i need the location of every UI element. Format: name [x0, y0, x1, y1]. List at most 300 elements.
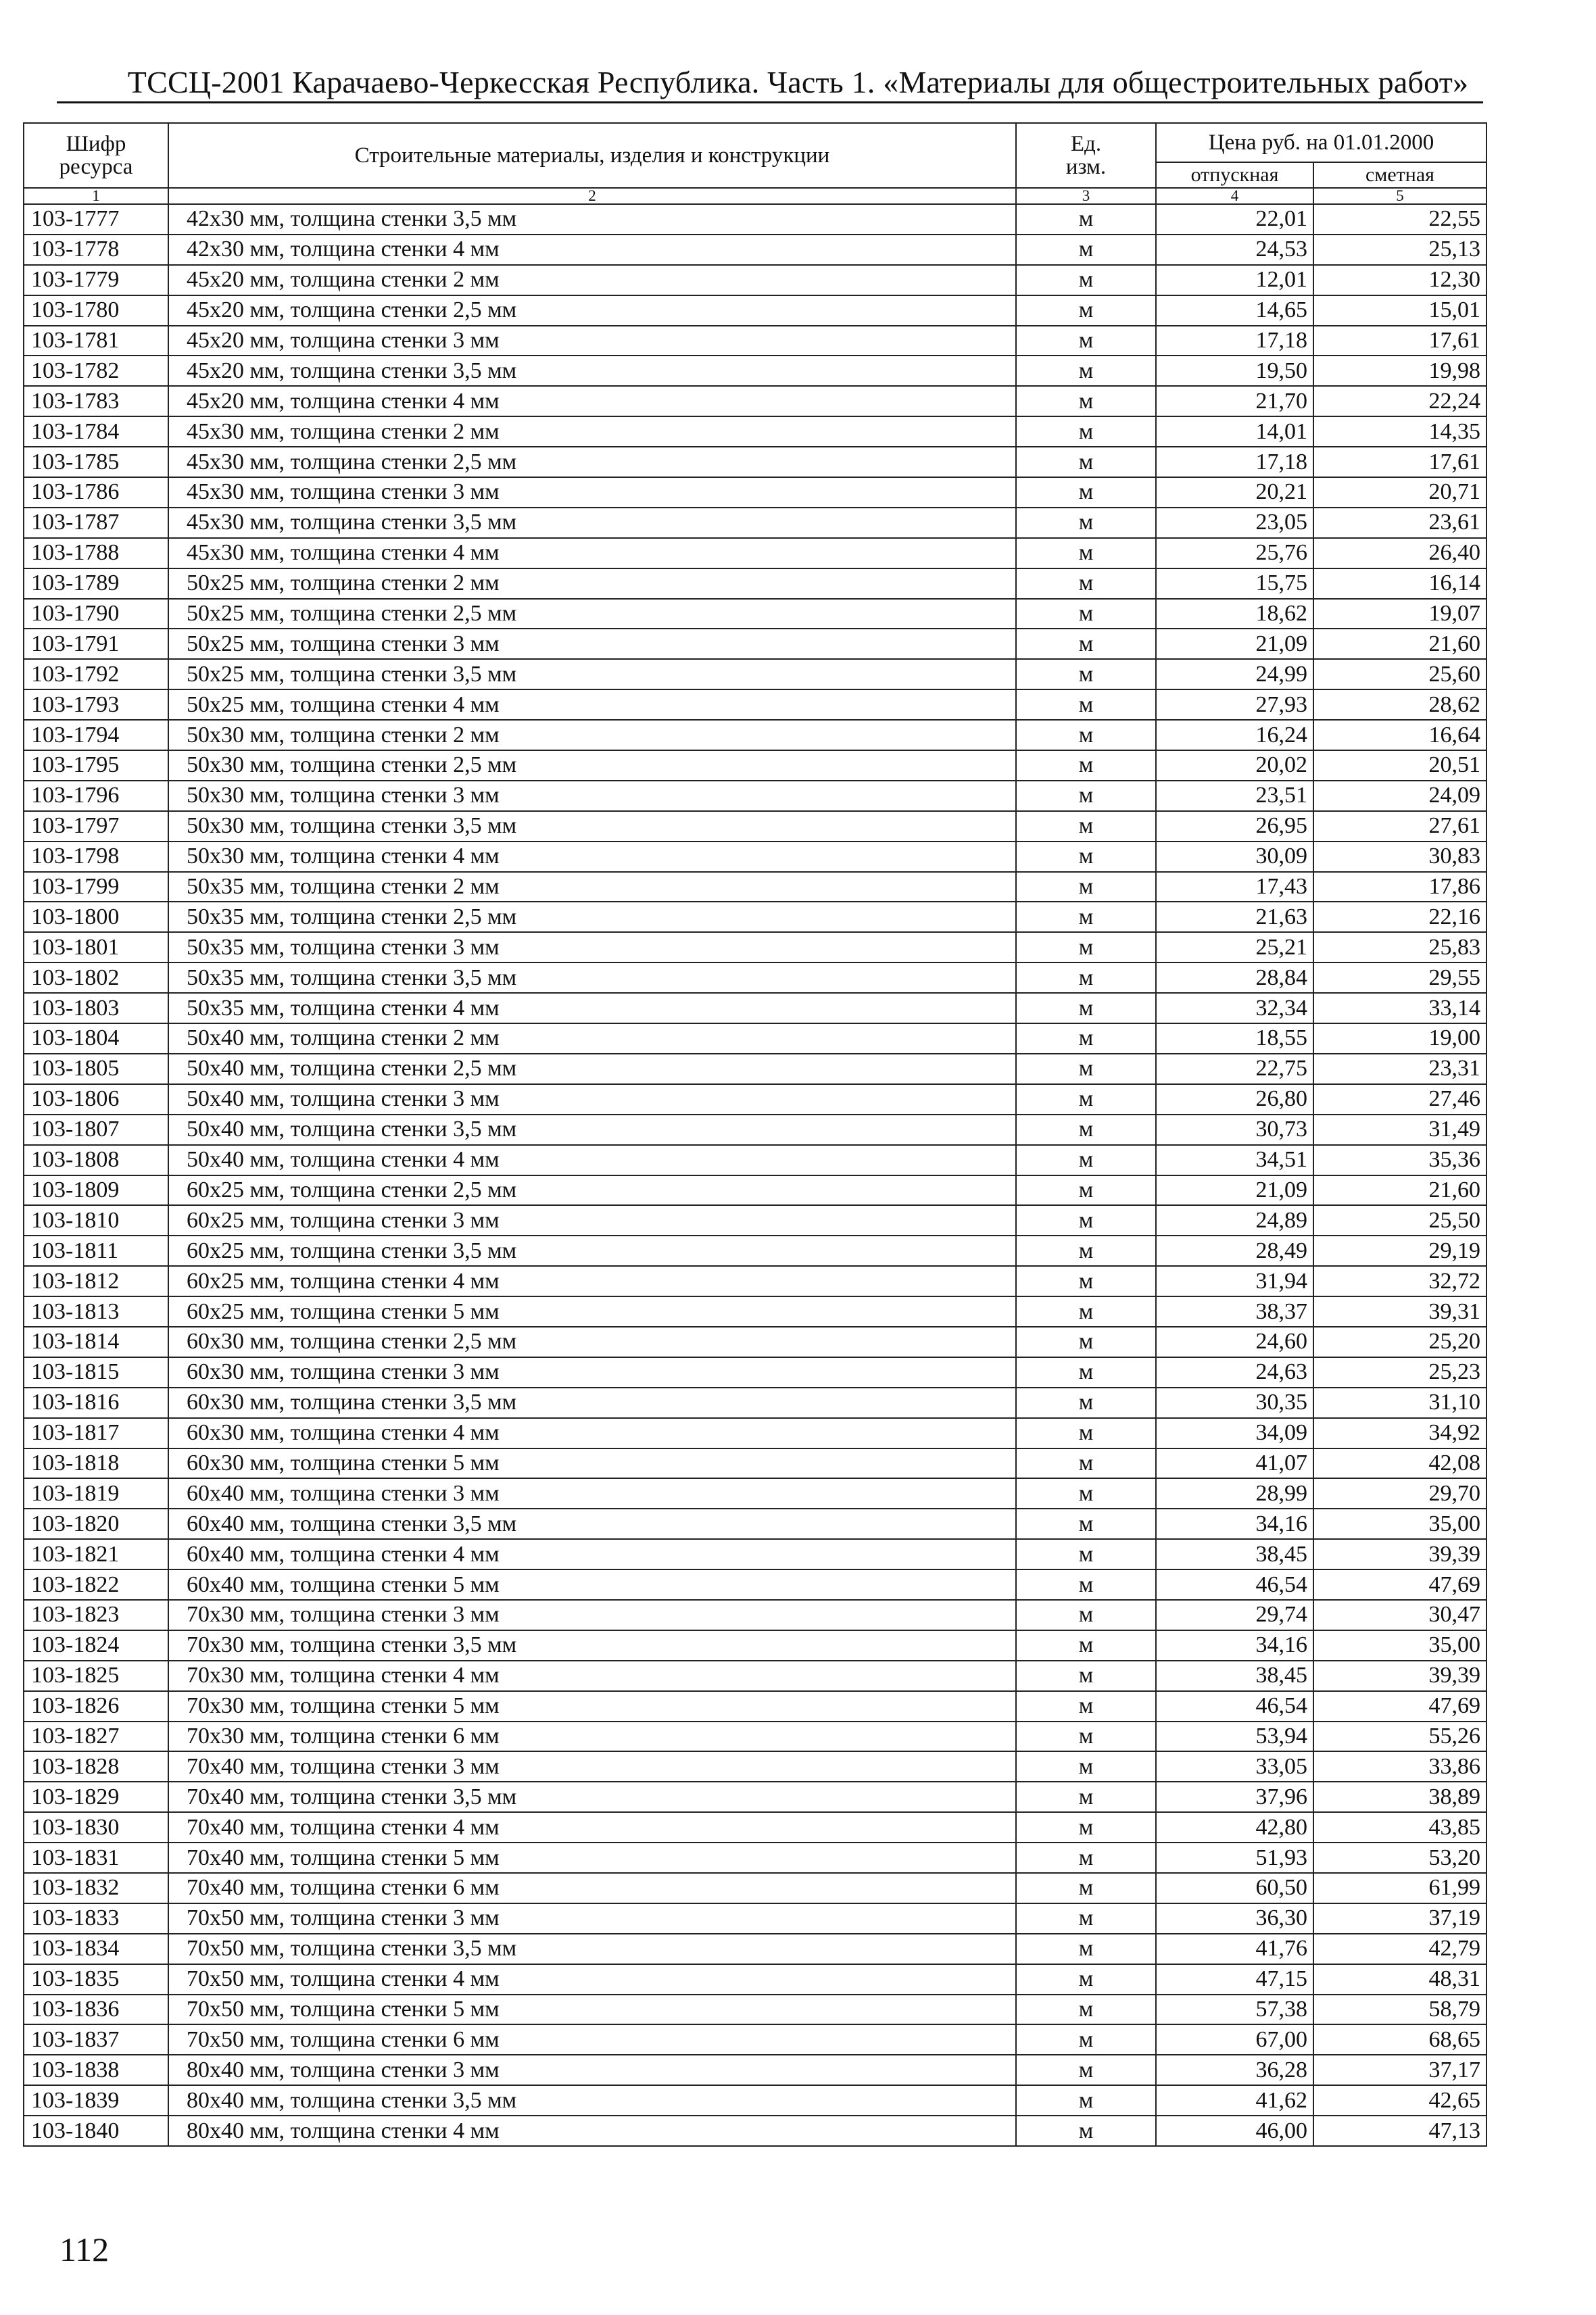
table-row [24, 1236, 1486, 1266]
cell-price-release: 20,21 [1156, 477, 1313, 508]
cell-price-release: 38,45 [1156, 1661, 1313, 1691]
column-number-2: 2 [168, 188, 1016, 204]
cell-price-release: 20,02 [1156, 750, 1313, 781]
cell-price-estimate: 30,83 [1313, 842, 1486, 872]
cell-code: 103-1839 [24, 2085, 168, 2116]
cell-unit: м [1016, 1509, 1156, 1539]
cell-code: 103-1801 [24, 932, 168, 962]
cell-price-estimate: 33,86 [1313, 1751, 1486, 1782]
table-row [24, 962, 1486, 993]
cell-code: 103-1802 [24, 962, 168, 993]
cell-unit: м [1016, 1296, 1156, 1327]
cell-price-estimate: 47,13 [1313, 2116, 1486, 2146]
cell-price-estimate: 35,36 [1313, 1145, 1486, 1175]
cell-description: 60х25 мм, толщина стенки 5 мм [168, 1296, 1016, 1327]
cell-price-release: 25,76 [1156, 538, 1313, 568]
cell-code: 103-1808 [24, 1145, 168, 1175]
header-code [24, 123, 168, 188]
table-row [24, 2116, 1486, 2146]
cell-price-release: 17,18 [1156, 447, 1313, 477]
cell-price-estimate: 34,92 [1313, 1418, 1486, 1448]
cell-price-estimate: 20,71 [1313, 477, 1486, 508]
table-row [24, 1539, 1486, 1569]
cell-description: 70х50 мм, толщина стенки 4 мм [168, 1964, 1016, 1995]
cell-unit: м [1016, 1054, 1156, 1084]
cell-description: 50х25 мм, толщина стенки 2 мм [168, 568, 1016, 599]
cell-unit: м [1016, 1448, 1156, 1479]
header-description: Строительные материалы, изделия и конструкции [168, 123, 1016, 188]
cell-code: 103-1816 [24, 1388, 168, 1418]
cell-code: 103-1829 [24, 1782, 168, 1812]
cell-unit: м [1016, 1600, 1156, 1630]
cell-price-estimate: 22,16 [1313, 902, 1486, 932]
cell-description: 50х40 мм, толщина стенки 3 мм [168, 1084, 1016, 1115]
cell-code: 103-1780 [24, 295, 168, 326]
table-row [24, 1843, 1486, 1873]
table-row [24, 993, 1486, 1023]
cell-unit: м [1016, 538, 1156, 568]
cell-price-release: 46,54 [1156, 1691, 1313, 1722]
cell-price-estimate: 29,55 [1313, 962, 1486, 993]
cell-description: 50х35 мм, толщина стенки 2 мм [168, 872, 1016, 902]
table-row [24, 1600, 1486, 1630]
cell-unit: м [1016, 356, 1156, 386]
cell-price-release: 16,24 [1156, 720, 1313, 750]
cell-unit: м [1016, 872, 1156, 902]
cell-description: 70х30 мм, толщина стенки 3 мм [168, 1600, 1016, 1630]
cell-unit: м [1016, 1691, 1156, 1722]
cell-unit: м [1016, 720, 1156, 750]
cell-description: 50х35 мм, толщина стенки 2,5 мм [168, 902, 1016, 932]
table-row [24, 1084, 1486, 1115]
cell-price-release: 27,93 [1156, 689, 1313, 720]
cell-description: 42х30 мм, толщина стенки 3,5 мм [168, 204, 1016, 235]
table-row [24, 1782, 1486, 1812]
cell-price-estimate: 25,20 [1313, 1327, 1486, 1357]
cell-code: 103-1778 [24, 235, 168, 265]
cell-price-estimate: 32,72 [1313, 1266, 1486, 1296]
cell-description: 42х30 мм, толщина стенки 4 мм [168, 235, 1016, 265]
table-row [24, 508, 1486, 538]
cell-description: 45х20 мм, толщина стенки 4 мм [168, 386, 1016, 416]
cell-price-release: 24,89 [1156, 1205, 1313, 1236]
cell-code: 103-1824 [24, 1630, 168, 1661]
cell-price-estimate: 42,79 [1313, 1934, 1486, 1964]
cell-price-release: 32,34 [1156, 993, 1313, 1023]
cell-price-release: 24,99 [1156, 659, 1313, 689]
cell-unit: м [1016, 1266, 1156, 1296]
cell-description: 50х25 мм, толщина стенки 2,5 мм [168, 599, 1016, 629]
cell-price-estimate: 17,86 [1313, 872, 1486, 902]
cell-price-estimate: 20,51 [1313, 750, 1486, 781]
cell-unit: м [1016, 932, 1156, 962]
table-row [24, 1812, 1486, 1843]
cell-code: 103-1838 [24, 2055, 168, 2085]
cell-code: 103-1811 [24, 1236, 168, 1266]
cell-price-estimate: 24,09 [1313, 781, 1486, 811]
cell-description: 45х30 мм, толщина стенки 2,5 мм [168, 447, 1016, 477]
cell-price-release: 53,94 [1156, 1722, 1313, 1752]
cell-price-estimate: 19,00 [1313, 1023, 1486, 1054]
table-row [24, 1054, 1486, 1084]
cell-price-estimate: 68,65 [1313, 2024, 1486, 2055]
cell-unit: м [1016, 386, 1156, 416]
cell-description: 50х25 мм, толщина стенки 3 мм [168, 629, 1016, 659]
cell-description: 60х25 мм, толщина стенки 2,5 мм [168, 1175, 1016, 1206]
header-unit-line1: Ед. [1070, 132, 1102, 156]
header-code-line1: Шифр [66, 132, 126, 156]
cell-code: 103-1821 [24, 1539, 168, 1569]
table-row [24, 295, 1486, 326]
header-unit [1016, 123, 1156, 188]
cell-code: 103-1787 [24, 508, 168, 538]
table-row [24, 1661, 1486, 1691]
cell-description: 45х20 мм, толщина стенки 3 мм [168, 326, 1016, 356]
cell-description: 45х30 мм, толщина стенки 3 мм [168, 477, 1016, 508]
cell-unit: м [1016, 1843, 1156, 1873]
cell-code: 103-1784 [24, 416, 168, 447]
cell-unit: м [1016, 1388, 1156, 1418]
cell-price-estimate: 25,83 [1313, 932, 1486, 962]
cell-price-estimate: 27,61 [1313, 811, 1486, 842]
page-number: 112 [59, 2231, 110, 2268]
cell-code: 103-1797 [24, 811, 168, 842]
cell-unit: м [1016, 1964, 1156, 1995]
cell-description: 60х40 мм, толщина стенки 3,5 мм [168, 1509, 1016, 1539]
cell-description: 70х30 мм, толщина стенки 6 мм [168, 1722, 1016, 1752]
cell-unit: м [1016, 326, 1156, 356]
cell-description: 50х40 мм, толщина стенки 3,5 мм [168, 1115, 1016, 1145]
cell-price-estimate: 12,30 [1313, 265, 1486, 295]
table-row [24, 1630, 1486, 1661]
cell-price-release: 37,96 [1156, 1782, 1313, 1812]
cell-code: 103-1833 [24, 1903, 168, 1934]
cell-description: 70х30 мм, толщина стенки 3,5 мм [168, 1630, 1016, 1661]
cell-price-estimate: 55,26 [1313, 1722, 1486, 1752]
cell-unit: м [1016, 1661, 1156, 1691]
cell-unit: м [1016, 1722, 1156, 1752]
cell-price-estimate: 48,31 [1313, 1964, 1486, 1995]
cell-description: 70х50 мм, толщина стенки 6 мм [168, 2024, 1016, 2055]
cell-unit: м [1016, 659, 1156, 689]
cell-price-estimate: 30,47 [1313, 1600, 1486, 1630]
cell-code: 103-1831 [24, 1843, 168, 1873]
cell-price-release: 36,28 [1156, 2055, 1313, 2085]
table-row [24, 1388, 1486, 1418]
cell-price-estimate: 42,08 [1313, 1448, 1486, 1479]
cell-code: 103-1830 [24, 1812, 168, 1843]
cell-price-release: 41,76 [1156, 1934, 1313, 1964]
cell-unit: м [1016, 993, 1156, 1023]
cell-unit: м [1016, 1873, 1156, 1903]
cell-description: 80х40 мм, толщина стенки 3,5 мм [168, 2085, 1016, 2116]
cell-price-estimate: 17,61 [1313, 447, 1486, 477]
cell-unit: м [1016, 568, 1156, 599]
cell-unit: м [1016, 447, 1156, 477]
table-row [24, 1964, 1486, 1995]
cell-code: 103-1806 [24, 1084, 168, 1115]
cell-code: 103-1789 [24, 568, 168, 599]
cell-code: 103-1793 [24, 689, 168, 720]
cell-price-estimate: 19,07 [1313, 599, 1486, 629]
cell-price-release: 30,73 [1156, 1115, 1313, 1145]
cell-price-release: 21,09 [1156, 1175, 1313, 1206]
cell-code: 103-1795 [24, 750, 168, 781]
cell-description: 50х30 мм, толщина стенки 3,5 мм [168, 811, 1016, 842]
cell-description: 60х25 мм, толщина стенки 3,5 мм [168, 1236, 1016, 1266]
table-row [24, 538, 1486, 568]
cell-price-estimate: 47,69 [1313, 1569, 1486, 1600]
cell-price-estimate: 23,31 [1313, 1054, 1486, 1084]
cell-code: 103-1796 [24, 781, 168, 811]
cell-unit: м [1016, 2085, 1156, 2116]
cell-description: 45х20 мм, толщина стенки 2,5 мм [168, 295, 1016, 326]
table-row [24, 781, 1486, 811]
cell-description: 45х30 мм, толщина стенки 4 мм [168, 538, 1016, 568]
cell-price-estimate: 23,61 [1313, 508, 1486, 538]
cell-code: 103-1827 [24, 1722, 168, 1752]
cell-price-release: 41,62 [1156, 2085, 1313, 2116]
cell-unit: м [1016, 781, 1156, 811]
cell-description: 50х35 мм, толщина стенки 3 мм [168, 932, 1016, 962]
header-code-line2: ресурса [59, 155, 133, 179]
cell-description: 50х30 мм, толщина стенки 3 мм [168, 781, 1016, 811]
cell-price-estimate: 22,24 [1313, 386, 1486, 416]
cell-description: 70х50 мм, толщина стенки 3,5 мм [168, 1934, 1016, 1964]
table-row [24, 1903, 1486, 1934]
cell-description: 50х30 мм, толщина стенки 4 мм [168, 842, 1016, 872]
cell-description: 80х40 мм, толщина стенки 3 мм [168, 2055, 1016, 2085]
cell-description: 45х20 мм, толщина стенки 3,5 мм [168, 356, 1016, 386]
cell-description: 50х25 мм, толщина стенки 4 мм [168, 689, 1016, 720]
cell-price-estimate: 37,19 [1313, 1903, 1486, 1934]
cell-description: 60х30 мм, толщина стенки 4 мм [168, 1418, 1016, 1448]
table-row [24, 1448, 1486, 1479]
cell-price-estimate: 53,20 [1313, 1843, 1486, 1873]
cell-price-estimate: 27,46 [1313, 1084, 1486, 1115]
cell-unit: м [1016, 750, 1156, 781]
cell-code: 103-1835 [24, 1964, 168, 1995]
cell-description: 60х30 мм, толщина стенки 3,5 мм [168, 1388, 1016, 1418]
table-row [24, 2085, 1486, 2116]
cell-price-estimate: 29,19 [1313, 1236, 1486, 1266]
cell-code: 103-1817 [24, 1418, 168, 1448]
cell-price-estimate: 22,55 [1313, 204, 1486, 235]
column-number-3: 3 [1016, 188, 1156, 204]
cell-unit: м [1016, 629, 1156, 659]
table-row [24, 1722, 1486, 1752]
cell-price-release: 14,65 [1156, 295, 1313, 326]
cell-price-release: 23,05 [1156, 508, 1313, 538]
cell-price-release: 23,51 [1156, 781, 1313, 811]
cell-price-release: 17,18 [1156, 326, 1313, 356]
cell-unit: м [1016, 1023, 1156, 1054]
table-row [24, 2024, 1486, 2055]
cell-price-release: 38,37 [1156, 1296, 1313, 1327]
cell-unit: м [1016, 1418, 1156, 1448]
header-price-release: отпускная [1156, 162, 1313, 188]
cell-description: 70х40 мм, толщина стенки 6 мм [168, 1873, 1016, 1903]
cell-price-estimate: 43,85 [1313, 1812, 1486, 1843]
cell-description: 70х40 мм, толщина стенки 5 мм [168, 1843, 1016, 1873]
cell-price-estimate: 37,17 [1313, 2055, 1486, 2085]
header-rule [57, 101, 1483, 103]
cell-price-release: 18,55 [1156, 1023, 1313, 1054]
table-row [24, 1934, 1486, 1964]
table-row [24, 1751, 1486, 1782]
cell-price-estimate: 26,40 [1313, 538, 1486, 568]
cell-unit: м [1016, 508, 1156, 538]
cell-unit: м [1016, 1569, 1156, 1600]
cell-unit: м [1016, 1751, 1156, 1782]
table-row [24, 599, 1486, 629]
table-row [24, 1691, 1486, 1722]
cell-price-release: 51,93 [1156, 1843, 1313, 1873]
cell-price-estimate: 25,50 [1313, 1205, 1486, 1236]
column-number-5: 5 [1313, 188, 1486, 204]
cell-description: 50х40 мм, толщина стенки 2 мм [168, 1023, 1016, 1054]
table-row [24, 1873, 1486, 1903]
cell-code: 103-1782 [24, 356, 168, 386]
cell-description: 70х40 мм, толщина стенки 3,5 мм [168, 1782, 1016, 1812]
table-row [24, 1509, 1486, 1539]
cell-unit: м [1016, 811, 1156, 842]
cell-code: 103-1818 [24, 1448, 168, 1479]
cell-code: 103-1807 [24, 1115, 168, 1145]
cell-price-estimate: 35,00 [1313, 1509, 1486, 1539]
cell-price-release: 41,07 [1156, 1448, 1313, 1479]
cell-unit: м [1016, 962, 1156, 993]
cell-price-estimate: 16,14 [1313, 568, 1486, 599]
cell-code: 103-1812 [24, 1266, 168, 1296]
cell-code: 103-1810 [24, 1205, 168, 1236]
cell-price-estimate: 31,10 [1313, 1388, 1486, 1418]
cell-code: 103-1832 [24, 1873, 168, 1903]
cell-price-release: 21,63 [1156, 902, 1313, 932]
cell-unit: м [1016, 1236, 1156, 1266]
cell-price-release: 38,45 [1156, 1539, 1313, 1569]
cell-price-release: 24,63 [1156, 1357, 1313, 1388]
cell-price-release: 42,80 [1156, 1812, 1313, 1843]
cell-price-release: 28,49 [1156, 1236, 1313, 1266]
cell-price-release: 34,09 [1156, 1418, 1313, 1448]
cell-description: 60х30 мм, толщина стенки 5 мм [168, 1448, 1016, 1479]
cell-price-release: 34,16 [1156, 1630, 1313, 1661]
cell-unit: м [1016, 1115, 1156, 1145]
header-unit-line2: изм. [1065, 155, 1107, 179]
cell-description: 50х40 мм, толщина стенки 2,5 мм [168, 1054, 1016, 1084]
cell-code: 103-1791 [24, 629, 168, 659]
table-body [24, 204, 1486, 2146]
table-row [24, 720, 1486, 750]
cell-price-estimate: 38,89 [1313, 1782, 1486, 1812]
cell-price-estimate: 28,62 [1313, 689, 1486, 720]
cell-code: 103-1819 [24, 1478, 168, 1509]
cell-code: 103-1826 [24, 1691, 168, 1722]
cell-price-estimate: 61,99 [1313, 1873, 1486, 1903]
table-row [24, 326, 1486, 356]
cell-code: 103-1805 [24, 1054, 168, 1084]
cell-code: 103-1840 [24, 2116, 168, 2146]
cell-unit: м [1016, 265, 1156, 295]
cell-description: 70х40 мм, толщина стенки 4 мм [168, 1812, 1016, 1843]
table-row [24, 568, 1486, 599]
cell-price-estimate: 14,35 [1313, 416, 1486, 447]
cell-description: 45х30 мм, толщина стенки 3,5 мм [168, 508, 1016, 538]
cell-code: 103-1790 [24, 599, 168, 629]
cell-description: 50х30 мм, толщина стенки 2 мм [168, 720, 1016, 750]
cell-price-estimate: 47,69 [1313, 1691, 1486, 1722]
cell-unit: м [1016, 1084, 1156, 1115]
cell-unit: м [1016, 416, 1156, 447]
cell-code: 103-1804 [24, 1023, 168, 1054]
cell-code: 103-1783 [24, 386, 168, 416]
table-row [24, 1569, 1486, 1600]
cell-description: 45х20 мм, толщина стенки 2 мм [168, 265, 1016, 295]
cell-price-release: 60,50 [1156, 1873, 1313, 1903]
cell-price-estimate: 25,23 [1313, 1357, 1486, 1388]
cell-price-release: 26,80 [1156, 1084, 1313, 1115]
table-row [24, 1023, 1486, 1054]
cell-description: 60х40 мм, толщина стенки 3 мм [168, 1478, 1016, 1509]
table-row [24, 1478, 1486, 1509]
cell-code: 103-1820 [24, 1509, 168, 1539]
cell-code: 103-1794 [24, 720, 168, 750]
table-row [24, 204, 1486, 235]
cell-price-release: 30,35 [1156, 1388, 1313, 1418]
cell-price-release: 47,15 [1156, 1964, 1313, 1995]
cell-unit: м [1016, 599, 1156, 629]
cell-price-release: 21,70 [1156, 386, 1313, 416]
cell-price-release: 19,50 [1156, 356, 1313, 386]
cell-price-estimate: 39,31 [1313, 1296, 1486, 1327]
cell-code: 103-1799 [24, 872, 168, 902]
cell-description: 80х40 мм, толщина стенки 4 мм [168, 2116, 1016, 2146]
table-row [24, 750, 1486, 781]
cell-unit: м [1016, 1478, 1156, 1509]
cell-code: 103-1785 [24, 447, 168, 477]
table-row [24, 689, 1486, 720]
cell-unit: м [1016, 902, 1156, 932]
table-row [24, 416, 1486, 447]
cell-code: 103-1798 [24, 842, 168, 872]
cell-description: 50х25 мм, толщина стенки 3,5 мм [168, 659, 1016, 689]
cell-code: 103-1828 [24, 1751, 168, 1782]
cell-price-release: 24,53 [1156, 235, 1313, 265]
cell-unit: м [1016, 1145, 1156, 1175]
table-row [24, 1115, 1486, 1145]
cell-price-estimate: 31,49 [1313, 1115, 1486, 1145]
cell-price-release: 22,75 [1156, 1054, 1313, 1084]
table-row [24, 1175, 1486, 1206]
cell-code: 103-1809 [24, 1175, 168, 1206]
table-row [24, 811, 1486, 842]
cell-price-release: 17,43 [1156, 872, 1313, 902]
cell-price-release: 67,00 [1156, 2024, 1313, 2055]
cell-code: 103-1823 [24, 1600, 168, 1630]
column-number-1: 1 [24, 188, 168, 204]
table-row [24, 1145, 1486, 1175]
price-table [23, 122, 1487, 2147]
cell-price-estimate: 35,00 [1313, 1630, 1486, 1661]
cell-price-release: 14,01 [1156, 416, 1313, 447]
table-row [24, 1418, 1486, 1448]
cell-unit: м [1016, 1175, 1156, 1206]
table-row [24, 1357, 1486, 1388]
cell-code: 103-1781 [24, 326, 168, 356]
table-row [24, 386, 1486, 416]
cell-price-estimate: 15,01 [1313, 295, 1486, 326]
